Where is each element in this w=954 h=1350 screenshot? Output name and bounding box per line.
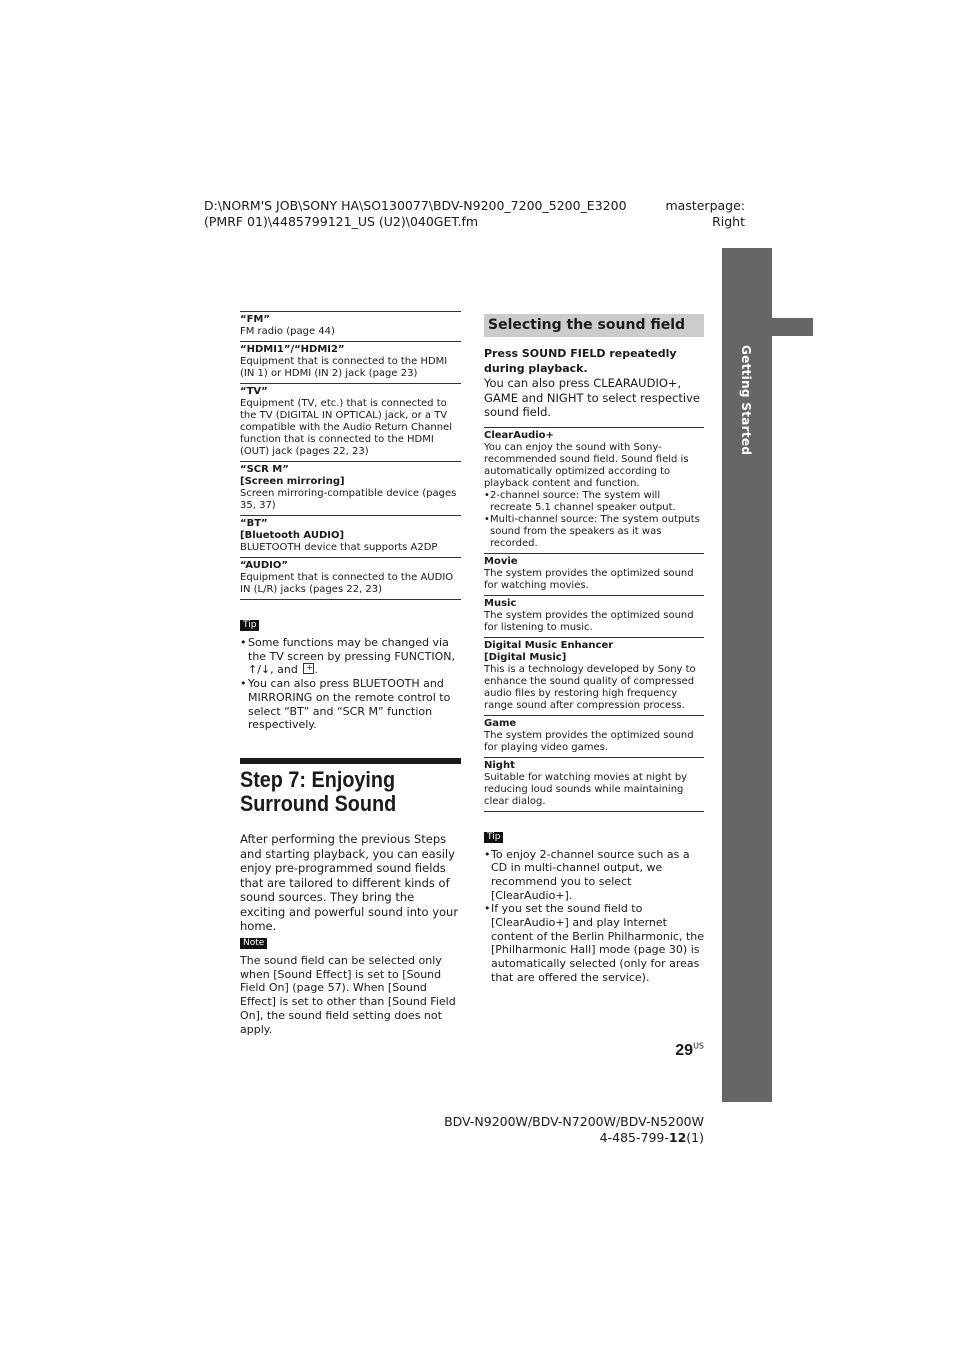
entry-desc: The system provides the optimized sound for playing video games.	[484, 729, 694, 753]
file-path-header	[204, 198, 634, 230]
entry-title: “FM”	[240, 314, 270, 325]
sound-field-movie	[484, 553, 704, 595]
entry-desc: This is a technology developed by Sony to enhance the sound quality of compressed audio files by restoring high frequency range sound after compression process.	[484, 663, 696, 711]
section-heading-box	[484, 314, 704, 337]
sound-field-section	[484, 347, 704, 985]
footer	[400, 1114, 704, 1146]
section-heading: Selecting the sound field	[488, 317, 686, 333]
masterpage-header	[650, 198, 745, 230]
entry-subtitle: [Screen mirroring]	[240, 476, 345, 487]
entry-title: ClearAudio+	[484, 429, 554, 441]
note-text: The sound field can be selected only when [Sound Effect] is set to [Sound Field On] (page 57). When [Sound Effect] is set to other than [Sound Field On], the sound field setting does not apply.	[240, 954, 456, 1036]
entry-subtitle: [Bluetooth AUDIO]	[240, 530, 345, 541]
input-entry-hdmi	[240, 341, 461, 383]
input-entry-audio	[240, 557, 461, 599]
masterpage-label: masterpage:	[665, 198, 745, 213]
sound-field-list	[484, 427, 704, 812]
input-entry-bt	[240, 515, 461, 557]
footer-models: BDV-N9200W/BDV-N7200W/BDV-N5200W	[444, 1114, 704, 1129]
tip-block-right	[484, 824, 704, 985]
instruction-detail: You can also press CLEARAUDIO+, GAME and NIGHT to select respective sound field.	[484, 376, 700, 419]
sound-field-night	[484, 757, 704, 811]
heading-rule	[240, 758, 461, 764]
masterpage-value: Right	[712, 214, 745, 229]
entry-title: “BT”	[240, 518, 268, 529]
entry-bullet: • Multi-channel source: The system outputs sound from the speakers as it was recorded.	[484, 514, 704, 550]
tip-item: • To enjoy 2-channel source such as a CD in multi-channel output, we recommend you to select [ClearAudio+].	[484, 848, 704, 903]
footer-code	[400, 1130, 704, 1146]
entry-title: Night	[484, 759, 515, 771]
entry-desc: Equipment that is connected to the HDMI (IN 1) or HDMI (IN 2) jack (page 23)	[240, 356, 448, 379]
entry-desc: FM radio (page 44)	[240, 326, 335, 337]
tip-item	[240, 636, 461, 677]
tip-label: Tip	[484, 832, 503, 843]
entry-desc: The system provides the optimized sound for watching movies.	[484, 567, 694, 591]
entry-desc: Suitable for watching movies at night by reducing loud sounds while maintaining clear dialog.	[484, 771, 688, 807]
entry-title: Game	[484, 717, 517, 729]
sound-field-clearaudio	[484, 427, 704, 553]
tip-item-text: Some functions may be changed via the TV screen by pressing FUNCTION, ↑/↓, and	[248, 636, 455, 677]
input-entry-fm	[240, 311, 461, 341]
footer-code-prefix: 4-485-799-	[599, 1130, 669, 1145]
entry-bullet: • 2-channel source: The system will recreate 5.1 channel speaker output.	[484, 490, 704, 514]
entry-desc: Equipment (TV, etc.) that is connected to the TV (DIGITAL IN OPTICAL) jack, or a TV compatible with the Audio Return Channel function that is connected to the HDMI (OUT) jack (pages 22, 23)	[240, 398, 452, 457]
sidebar-label	[737, 345, 753, 456]
entry-desc: Equipment that is connected to the AUDIO IN (L/R) jacks (pages 22, 23)	[240, 572, 454, 595]
input-list	[240, 311, 461, 732]
entry-desc: BLUETOOTH device that supports A2DP	[240, 542, 438, 553]
sound-field-music	[484, 595, 704, 637]
tip-item-end: .	[314, 663, 318, 677]
sound-field-digital-music	[484, 637, 704, 715]
input-entry-scrm	[240, 461, 461, 515]
entry-title: “AUDIO”	[240, 560, 288, 571]
step-heading	[240, 768, 447, 816]
home-button-icon: +	[303, 663, 314, 674]
tip-label: Tip	[240, 620, 259, 631]
tip-block-left	[240, 612, 461, 732]
list-end-rule	[240, 599, 461, 600]
entry-desc: Screen mirroring-compatible device (pages 35, 37)	[240, 488, 457, 511]
entry-title: Digital Music Enhancer	[484, 639, 614, 651]
section-tab-marker	[772, 318, 813, 336]
entry-subtitle: [Digital Music]	[484, 651, 567, 663]
entry-desc: The system provides the optimized sound for listening to music.	[484, 609, 694, 633]
footer-code-bold: 12	[668, 1130, 687, 1145]
step-intro: After performing the previous Steps and starting playback, you can easily enjoy pre-programmed sound fields that are tailored to different kinds of sound sources. They bring the exciting and powerful sound into your home.	[240, 832, 459, 933]
file-path-line1: D:\NORM'S JOB\SONY HA\SO130077\BDV-N9200_7200_5200_E3200	[204, 198, 627, 213]
entry-desc: You can enjoy the sound with Sony-recommended sound field. Sound field is automatically optimized according to playback content and function.	[484, 441, 689, 489]
entry-title: “SCR M”	[240, 464, 289, 475]
note-block	[240, 930, 462, 1036]
file-path-line2: (PMRF 01)\4485799121_US (U2)\040GET.fm	[204, 214, 479, 229]
entry-title: “HDMI1”/“HDMI2”	[240, 344, 345, 355]
footer-code-suffix: (1)	[686, 1130, 704, 1145]
step-heading-line2: Surround Sound	[240, 791, 397, 816]
sound-field-game	[484, 715, 704, 757]
instruction: Press SOUND FIELD repeatedly during playback.	[484, 347, 677, 375]
page-number-value: 29	[675, 1042, 694, 1059]
input-entry-tv	[240, 383, 461, 461]
entry-title: Movie	[484, 555, 518, 567]
tip-item: • You can also press BLUETOOTH and MIRRORING on the remote control to select “BT” and “SCR M” function respectively.	[240, 677, 461, 732]
page-number-suffix: US	[693, 1041, 704, 1051]
step-heading-line1: Step 7: Enjoying	[240, 767, 396, 792]
list-end-rule	[484, 811, 704, 812]
entry-title: Music	[484, 597, 517, 609]
note-label: Note	[240, 938, 267, 949]
entry-title: “TV”	[240, 386, 268, 397]
tip-item: • If you set the sound field to [ClearAudio+] and play Internet content of the Berlin Philharmonic, the [Philharmonic Hall] mode (page 30) is automatically selected (only for areas that are offered the service).	[484, 902, 704, 984]
sidebar-label-text: Getting Started	[739, 345, 753, 456]
page-number	[640, 1040, 704, 1060]
